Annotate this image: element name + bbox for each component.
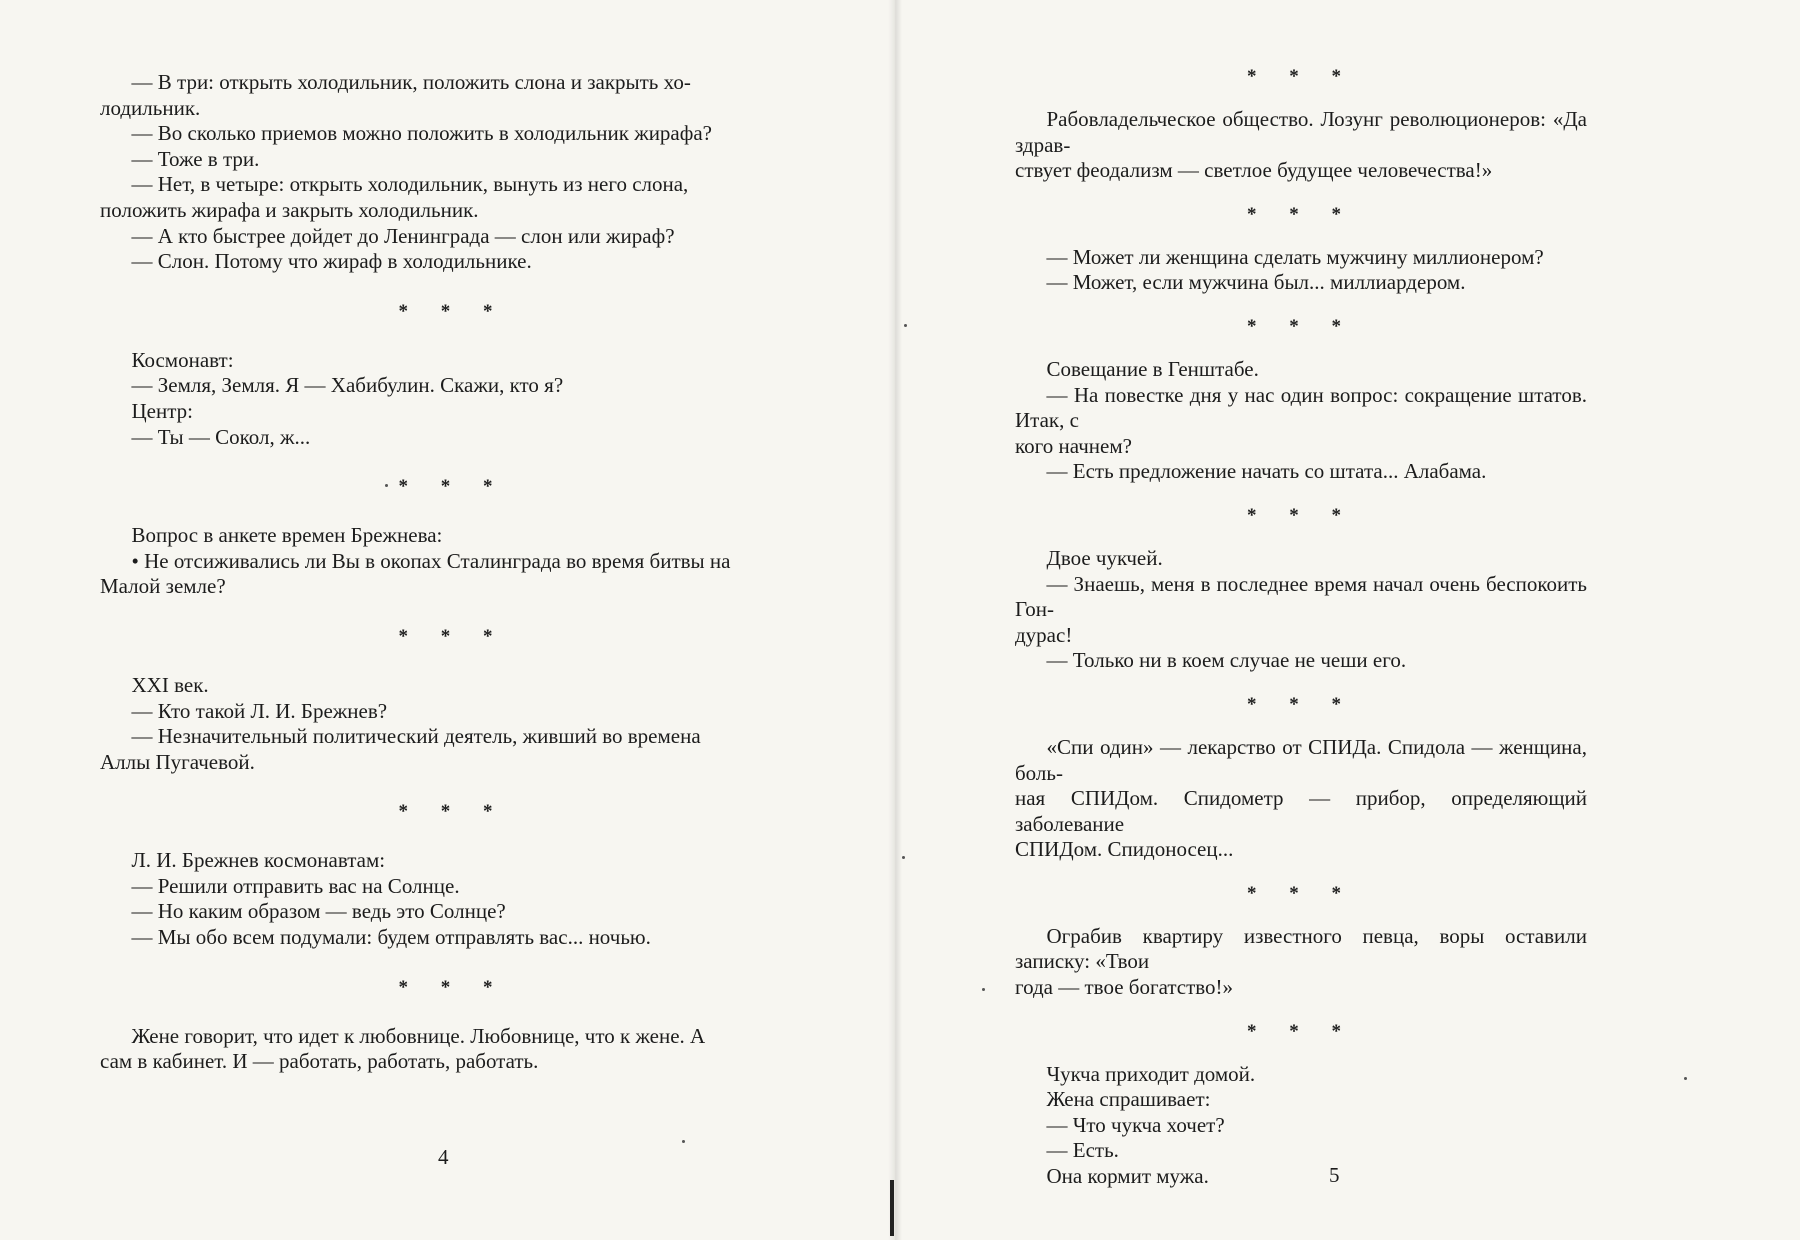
text-line: — Есть предложение начать со штата... Алабама. bbox=[1046, 459, 1487, 484]
section-separator: * * * bbox=[398, 476, 507, 498]
text-line: положить жирафа и закрыть холодильник. bbox=[100, 197, 479, 222]
text-line: — Слон. Потому что жираф в холодильнике. bbox=[131, 249, 532, 274]
text-line: «Спи один» — лекарство от СПИДа. Спидола — женщина, боль- bbox=[1015, 734, 1587, 785]
text-line: Рабовладельческое общество. Лозунг революционеров: «Да здрав- bbox=[1015, 107, 1587, 157]
text-line: — Может, если мужчина был... миллиардером. bbox=[1046, 270, 1466, 295]
left-page-text bbox=[100, 70, 805, 1075]
section-separator: * * * bbox=[398, 976, 507, 998]
text-line: — Незначительный политический деятель, живший во времена bbox=[131, 724, 701, 749]
text-line: сам в кабинет. И — работать, работать, работать. bbox=[100, 1049, 539, 1074]
print-speck bbox=[904, 324, 907, 327]
section-separator: * * * bbox=[398, 801, 507, 823]
text-line: лодильник. bbox=[100, 95, 201, 120]
text-line: — Кто такой Л. И. Брежнев? bbox=[131, 698, 388, 723]
text-line: — Только ни в коем случае не чеши его. bbox=[1046, 648, 1407, 673]
right-page-text bbox=[1015, 64, 1587, 1190]
page-number-left: 4 bbox=[438, 1145, 449, 1169]
text-line: Совещание в Генштабе. bbox=[1046, 356, 1259, 381]
text-line: — Что чукча хочет? bbox=[1046, 1112, 1225, 1137]
text-line: • Не отсиживались ли Вы в окопах Сталинграда во время битвы на bbox=[131, 548, 731, 573]
text-line: Двое чукчей. bbox=[1046, 545, 1163, 570]
print-speck bbox=[682, 1140, 685, 1143]
text-line: — Может ли женщина сделать мужчину миллионером? bbox=[1046, 244, 1544, 269]
text-line: ствует феодализм — светлое будущее человечества!» bbox=[1015, 158, 1493, 183]
text-line: — Ты — Сокол, ж... bbox=[131, 424, 311, 449]
text-line: — Во сколько приемов можно положить в холодильник жирафа? bbox=[131, 121, 713, 146]
text-line: Малой земле? bbox=[100, 574, 226, 599]
print-speck bbox=[902, 856, 905, 859]
text-line: Вопрос в анкете времен Брежнева: bbox=[131, 523, 443, 548]
text-line: Жене говорит, что идет к любовнице. Любовнице, что к жене. А bbox=[131, 1023, 706, 1048]
section-separator: * * * bbox=[1247, 203, 1355, 225]
text-line: Ограбив квартиру известного певца, воры оставили записку: «Твои bbox=[1015, 923, 1587, 974]
print-speck bbox=[385, 484, 388, 487]
print-speck bbox=[1684, 1077, 1687, 1080]
text-line: СПИДом. Спидоносец... bbox=[1015, 837, 1234, 862]
section-separator: * * * bbox=[398, 300, 507, 322]
text-line: Она кормит мужа. bbox=[1046, 1164, 1209, 1189]
section-separator: * * * bbox=[1247, 882, 1355, 904]
text-line: ная СПИДом. Спидометр — прибор, определяющий заболевание bbox=[1015, 786, 1587, 836]
binding-mark bbox=[890, 1180, 894, 1236]
text-line: Л. И. Брежнев космонавтам: bbox=[131, 848, 386, 873]
text-line: — Есть. bbox=[1046, 1138, 1119, 1163]
text-line: кого начнем? bbox=[1015, 433, 1132, 458]
text-line: — Земля, Земля. Я — Хабибулин. Скажи, кто я? bbox=[131, 373, 564, 398]
left-page bbox=[0, 0, 895, 1240]
right-page bbox=[895, 0, 1800, 1240]
text-line: — Мы обо всем подумали: будем отправлять вас... ночью. bbox=[131, 925, 651, 950]
text-line: XXI век. bbox=[131, 672, 209, 697]
text-line: — На повестке дня у нас один вопрос: сокращение штатов. Итак, с bbox=[1015, 382, 1587, 433]
text-line: — Нет, в четыре: открыть холодильник, вынуть из него слона, bbox=[131, 172, 689, 197]
text-line: Центр: bbox=[131, 398, 193, 423]
text-line: — А кто быстрее дойдет до Ленинграда — слон или жираф? bbox=[131, 223, 675, 248]
section-separator: * * * bbox=[1247, 66, 1355, 87]
text-line: — Решили отправить вас на Солнце. bbox=[131, 873, 460, 898]
text-line: Аллы Пугачевой. bbox=[100, 749, 255, 774]
text-line: — Знаешь, меня в последнее время начал очень беспокоить Гон- bbox=[1015, 571, 1587, 622]
text-line: Жена спрашивает: bbox=[1046, 1087, 1211, 1112]
text-line: — В три: открыть холодильник, положить слона и закрыть хо- bbox=[131, 70, 691, 94]
text-line: Космонавт: bbox=[131, 347, 234, 372]
text-line: дурас! bbox=[1015, 622, 1073, 647]
section-separator: * * * bbox=[1247, 1020, 1355, 1042]
text-line: — Тоже в три. bbox=[131, 146, 260, 171]
print-speck bbox=[982, 988, 985, 991]
text-line: года — твое богатство!» bbox=[1015, 975, 1234, 1000]
text-line: — Но каким образом — ведь это Солнце? bbox=[131, 899, 506, 924]
page-number-right: 5 bbox=[1329, 1163, 1340, 1187]
text-line: Чукча приходит домой. bbox=[1046, 1061, 1256, 1086]
section-separator: * * * bbox=[398, 625, 507, 647]
section-separator: * * * bbox=[1247, 693, 1355, 715]
section-separator: * * * bbox=[1247, 315, 1355, 337]
section-separator: * * * bbox=[1247, 504, 1355, 526]
